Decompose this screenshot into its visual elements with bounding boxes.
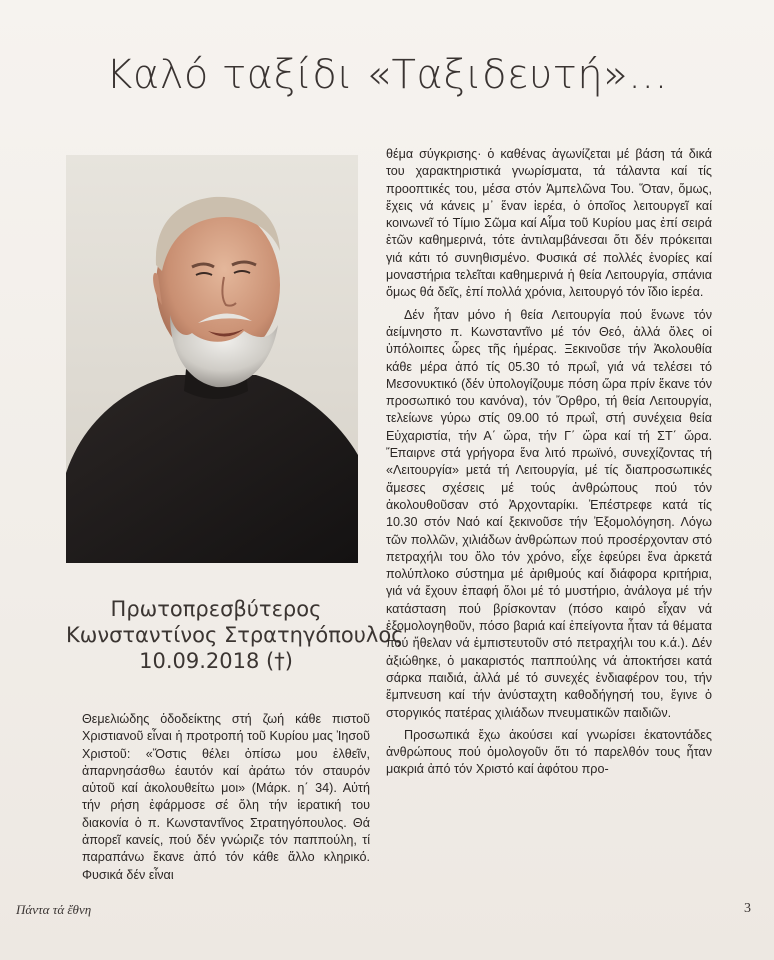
caption-name: Κωνσταντίνος Στρατηγόπουλος [66, 623, 404, 647]
page-number: 3 [744, 901, 751, 916]
photo-caption [66, 596, 404, 674]
paragraph: Θεμελιώδης ὁδοδείκτης στή ζωή κάθε πιστοῦ Χριστιανοῦ εἶναι ἡ προτροπή τοῦ Κυρίου μας Ἰησοῦ Χριστοῦ: «Ὅστις θέλει ὀπίσω μου ἐλθεῖν, ἀπαρνησάσθω ἑαυτόν καί ἀράτω τόν σταυρόν αὐτοῦ καί ἀκολουθείτω μοι» (Μάρκ. η΄ 34). Αὐτή τήν ρήση ἐφάρμοσε σέ ὅλη τήν ἱερατική του διακονία ὁ π. Κωνσταντῖνος Στρατηγόπουλος. Θά ἀπορεῖ κανείς, πού δέν γνώριζε τόν παππούλη, τί παραπάνω ἔκανε ἀπό τόν κάθε ἄλλο κληρικό. Φυσικά δέν εἶναι [82, 712, 370, 882]
article-column-right [386, 146, 712, 779]
article-column-left [82, 711, 370, 884]
caption-title: Πρωτοπρεσβύτερος [110, 597, 322, 621]
caption-date: 10.09.2018 (†) [139, 649, 293, 673]
paragraph: Δέν ἦταν μόνο ἡ θεία Λειτουργία πού ἕνωνε τόν ἀείμνηστο π. Κωνσταντῖνο μέ τόν Θεό, ἀλλά ὅλες οἱ ὑπόλοιπες ὧρες τῆς ἡμέρας. Ξεκινοῦσε τήν Ἀκολουθία κάθε μέρα ἀπό τίς 05.30 τό πρωΐ, γιά νά τελέσει τό Μεσονυκτικό (δέν ὑπολογίζουμε πόση ὥρα πρίν ἔκανε τόν προσωπικό του κανόνα), τόν Ὄρθρο, τή θεία Λειτουργία, τελείωνε γύρω στίς 09.00 τό πρωΐ, στή συνέχεια θεία Εὐχαριστία, τήν Α΄ ὥρα, τήν Γ΄ ὥρα καί τή ΣΤ΄ ὥρα. Ἔπαιρνε στά γρήγορα ἕνα λιτό πρωϊνό, συνεχίζοντας τή «Λειτουργία» μετά τή Λειτουργία, μέ τίς διαπροσωπικές ἄμεσες σχέσεις μέ τούς ἀνθρώπους πού τόν ἀκολουθοῦσαν στό Ἀρχονταρίκι. Ἐπέστρεφε κατά τίς 10.30 στόν Ναό καί ξεκινοῦσε τήν Ἐξομολόγηση. Λόγω τῶν πολλῶν, χιλιάδων ἀνθρώπων πού προσέρχονταν στό πετραχήλι του ὅλο τόν χρόνο, εἶχε ἐφεύρει ἕνα ἀρκετά πολύπλοκο σύστημα μέ ἀριθμούς καί διάφορα κριτήρια, γιά νά ἔχουν ἐπαφή ὅλοι μέ τό μυστήριο, ἀνάλογα μέ τήν κατάσταση πού βρίσκονταν (πόσο καιρό εἶχαν νά ἐξομολογηθοῦν, πόσο βαριά καί ἐπείγοντα ἦταν τά θέματα πού ἤθελαν νά ἐμπιστευτοῦν στό πετραχήλι του κ.ά.). Δέν ἀξιώθηκε, ὁ μακαριστός παππούλης νά ἀποκτήσει κατά σάρκα παιδιά, ἀλλά μέ τό συνεχές ἐνδιαφέρον του, τήν ἔμπνευση καί τήν ἀνύσταχτη καθοδήγησή του, ἔγινε ὁ στοργικός πατέρας χιλιάδων πνευματικῶν παιδιῶν. [386, 307, 712, 720]
publication-name: Πάντα τά ἔθνη [16, 902, 92, 917]
paragraph: θέμα σύγκρισης· ὁ καθένας ἀγωνίζεται μέ βάση τά δικά του χαρακτηριστικά γνωρίσματα, τά τάλαντα καί τίς προοπτικές του, μέσα στόν Ἀμπελῶνα Του. Ὅταν, ὅμως, ἔχεις νά κάνεις μ᾽ ἕναν ἱερέα, ὁ ὁποῖος λειτουργεῖ καί κοινωνεῖ τό Τίμιο Σῶμα καί Αἷμα τοῦ Κυρίου μας ἐπί σειρά ἐτῶν καθημερινά, τότε ἀντιλαμβάνεσαι ὅτι δέν πρόκειται γιά κάτι τό συνηθισμένο. Φυσικά σέ πολλές ἐνορίες καί μοναστήρια τελεῖται καθημερινά ἡ θεία Λειτουργία, σπάνια ὅμως θά δεῖς, ἐπί πολλά χρόνια, λειτουργό τόν ἴδιο ἱερέα. [386, 147, 712, 300]
article-title: Καλό ταξίδι «Ταξιδευτή»... [106, 52, 668, 98]
paragraph: Προσωπικά ἔχω ἀκούσει καί γνωρίσει ἑκατοντάδες ἀνθρώπους πού ὁμολογοῦν ὅτι τό παρελθόν τους ἦταν μακριά ἀπό τόν Χριστό καί ἀφότου προ- [386, 727, 712, 777]
priest-portrait-photo [66, 155, 358, 563]
